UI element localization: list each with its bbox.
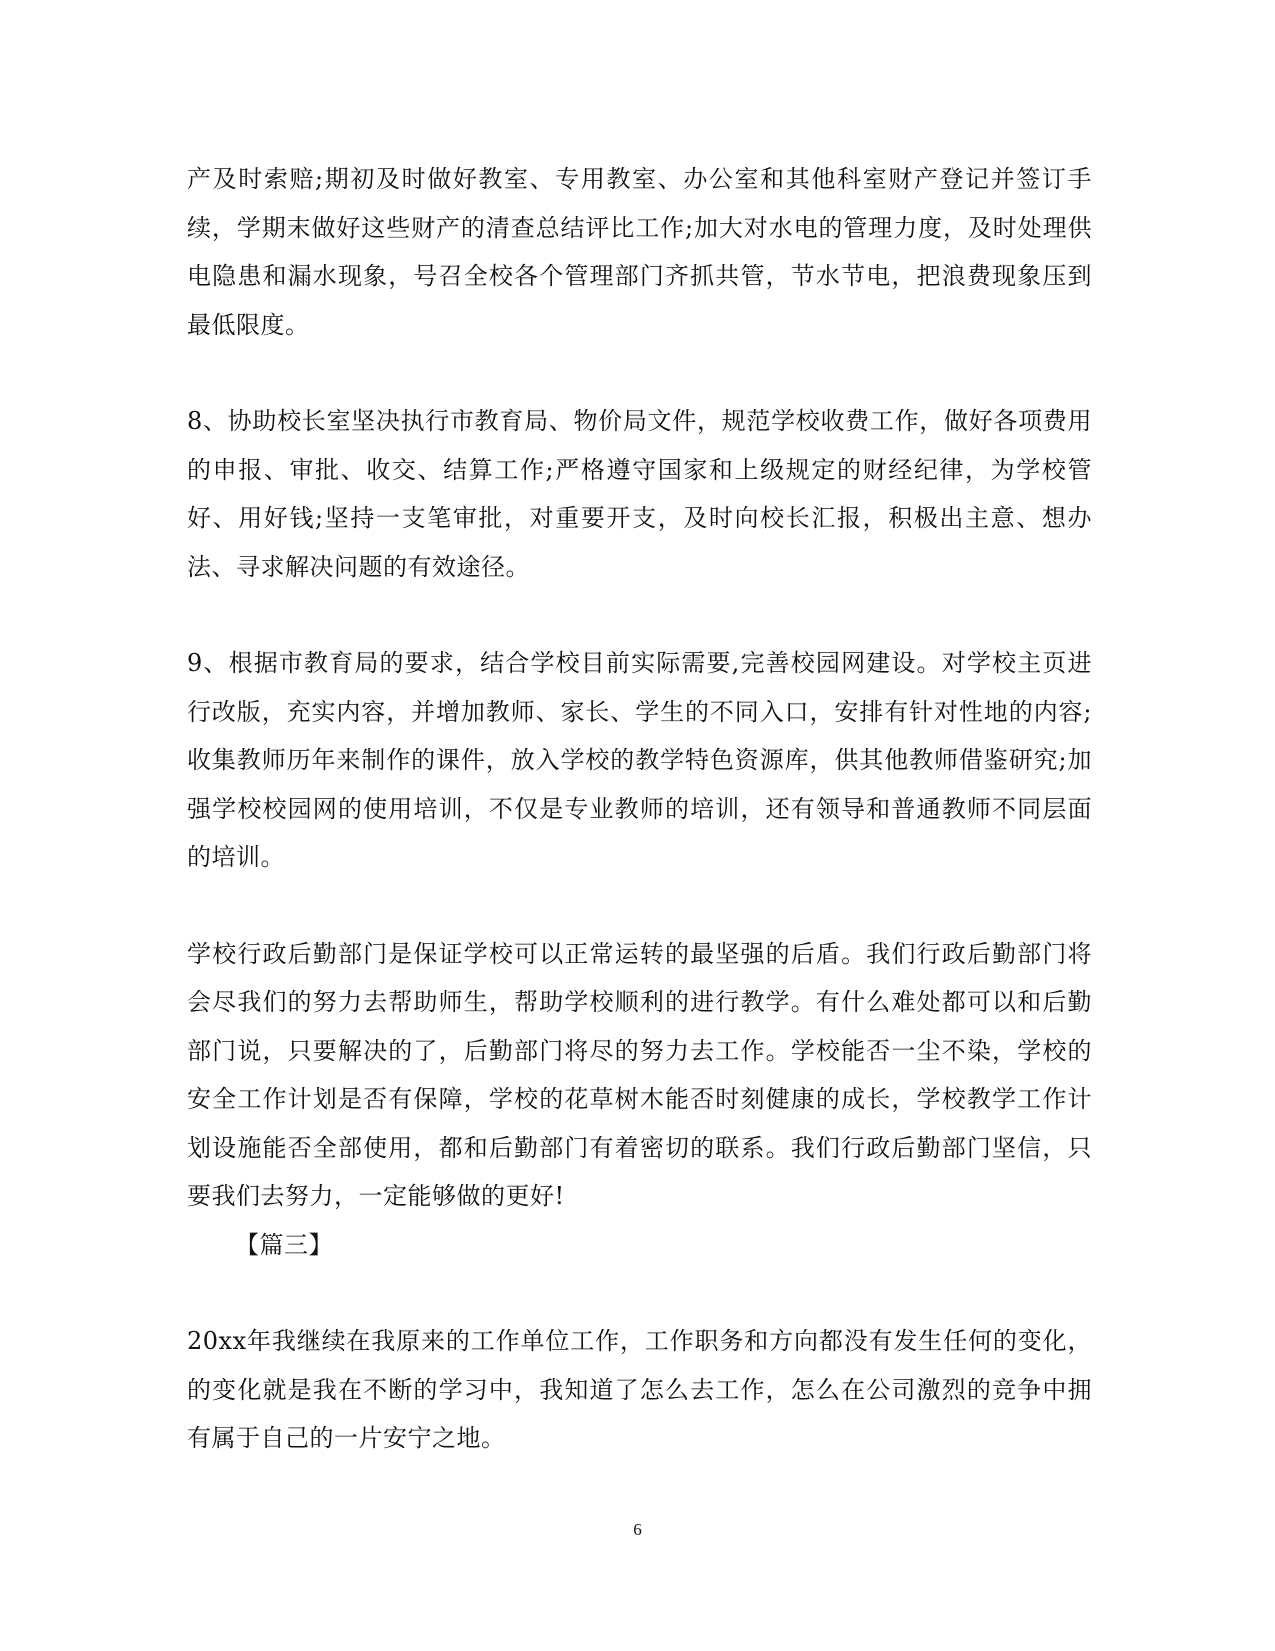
paragraph-item-8: 8、协助校长室坚决执行市教育局、物价局文件，规范学校收费工作，做好各项费用的申报、审批、收交、结算工作;严格遵守国家和上级规定的财经纪律，为学校管好、用好钱;坚持一支笔审批，对重要开支，及时向校长汇报，积极出主意、想办法、寻求解决问题的有效途径。 <box>187 407 1092 581</box>
paragraph-section-three-intro: 20xx年我继续在我原来的工作单位工作，工作职务和方向都没有发生任何的变化，的变化就是我在不断的学习中，我知道了怎么去工作，怎么在公司激烈的竞争中拥有属于自己的一片安宁之地。 <box>187 1327 1092 1452</box>
paragraph-logistics-summary: 学校行政后勤部门是保证学校可以正常运转的最坚强的后盾。我们行政后勤部门将会尽我们的努力去帮助师生，帮助学校顺利的进行教学。有什么难处都可以和后勤部门说，只要解决的了，后勤部门将尽的努力去工作。学校能否一尘不染，学校的安全工作计划是否有保障，学校的花草树木能否时刻健康的成长，学校教学工作计划设施能否全部使用，都和后勤部门有着密切的联系。我们行政后勤部门坚信，只要我们去努力，一定能够做的更好! <box>187 939 1092 1210</box>
paragraph-property-management: 产及时索赔;期初及时做好教室、专用教室、办公室和其他科室财产登记并签订手续，学期末做好这些财产的清查总结评比工作;加大对水电的管理力度，及时处理供电隐患和漏水现象，号召全校各个管理部门齐抓共管，节水节电，把浪费现象压到最低限度。 <box>187 165 1092 339</box>
paragraph-item-9: 9、根据市教育局的要求，结合学校目前实际需要,完善校园网建设。对学校主页进行改版，充实内容，并增加教师、家长、学生的不同入口，安排有针对性地的内容;收集教师历年来制作的课件，放入学校的教学特色资源库，供其他教师借鉴研究;加强学校校园网的使用培训，不仅是专业教师的培训，还有领导和普通教师不同层面的培训。 <box>187 649 1092 871</box>
page-number: 6 <box>633 1520 642 1539</box>
document-body <box>187 155 1092 1463</box>
section-heading: 【篇三】 <box>235 1230 333 1259</box>
